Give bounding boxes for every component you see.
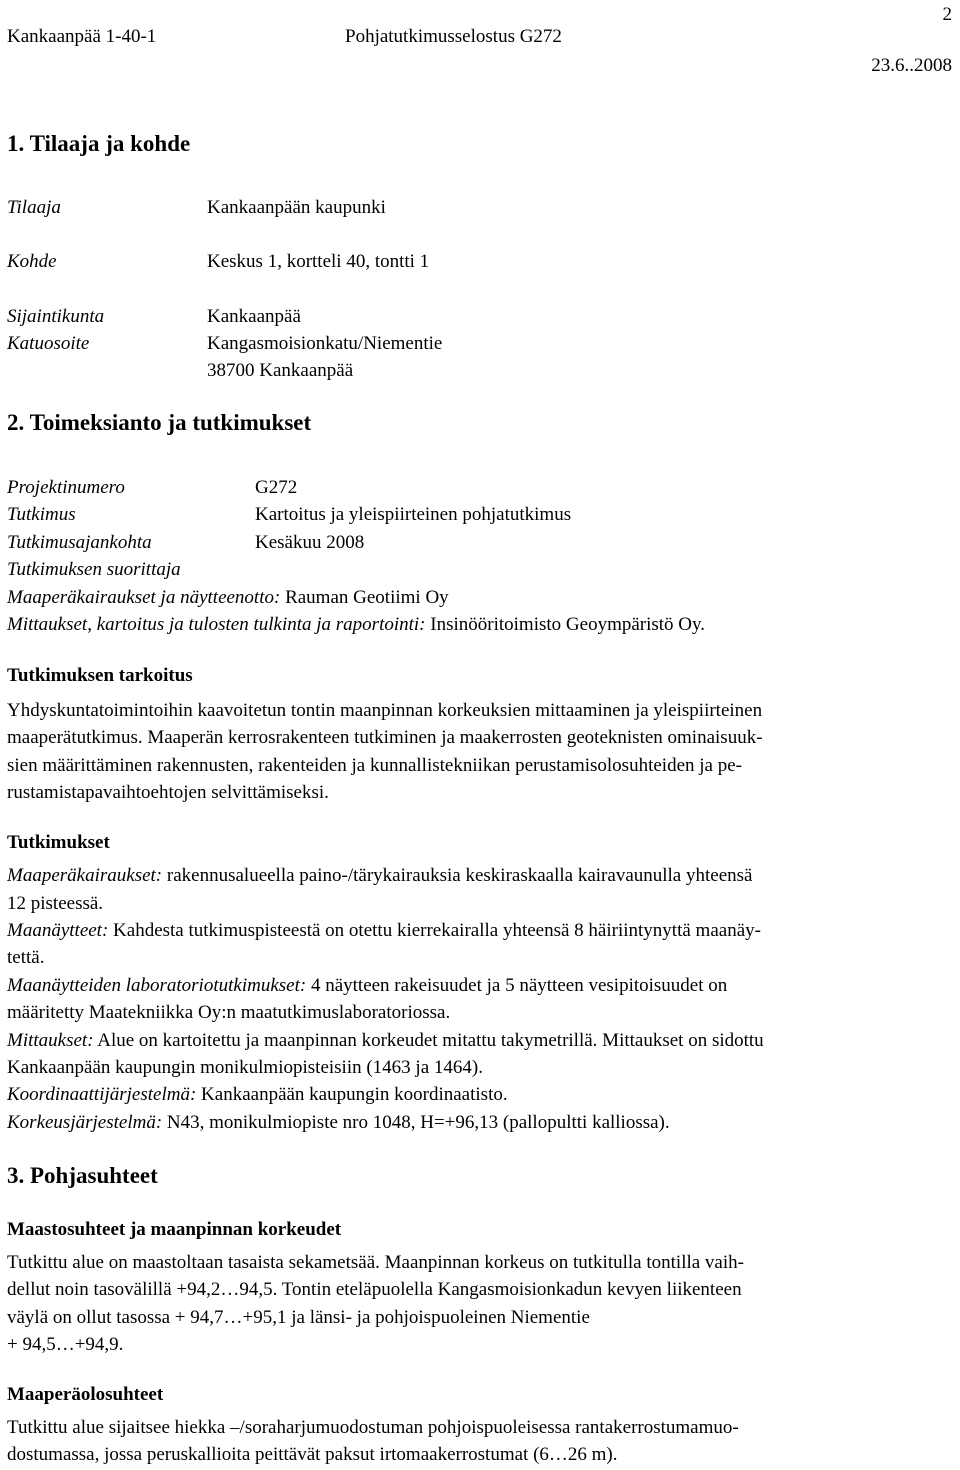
sijaintikunta-label: Sijaintikunta [7, 306, 105, 327]
naytteet-text: Kahdesta tutkimuspisteestä on otettu kierrekairalla yhteensä 8 häiriintynyttä maanäy- [108, 920, 761, 941]
mittaukset-detail-label: Mittaukset: [7, 1030, 94, 1051]
document-id: Kankaanpää 1-40-1 [7, 26, 157, 47]
tilaaja-value: Kankaanpään kaupunki [207, 197, 386, 218]
naytteet-label: Maanäytteet: [7, 920, 109, 941]
katuosoite-label: Katuosoite [7, 333, 90, 354]
section-2-heading: 2. Toimeksianto ja tutkimukset [7, 410, 312, 435]
sijaintikunta-value: Kankaanpää [207, 306, 301, 327]
koordinaatti-value: Kankaanpään kaupungin koordinaatisto. [196, 1084, 508, 1105]
tutkimus-label: Tutkimus [7, 504, 76, 525]
lab-text-cont: määritetty Maatekniikka Oy:n maatutkimuslaboratoriossa. [7, 1002, 451, 1023]
kairaukset-label: Maaperäkairaukset ja näytteenotto: [7, 587, 281, 608]
maasto-text-line: + 94,5…+94,9. [7, 1334, 124, 1355]
lab-line [7, 972, 727, 999]
koordinaatti-label: Koordinaattijärjestelmä: [7, 1084, 197, 1105]
tilaaja-label: Tilaaja [7, 197, 61, 218]
tutkimusajankohta-label: Tutkimusajankohta [7, 532, 152, 553]
tarkoitus-text-line: maaperätutkimus. Maaperän kerrosrakenteen tutkiminen ja maakerrosten geoteknisten ominaisuuk- [7, 727, 763, 748]
projektinumero-value: G272 [255, 477, 298, 498]
katuosoite-value-postal: 38700 Kankaanpää [207, 360, 354, 381]
maapera-text-line: dostumassa, jossa peruskallioita peittävät paksut irtomaakerrostumat (6…26 m). [7, 1444, 618, 1465]
kairaukset-detail-text: rakennusalueella paino-/tärykairauksia keskiraskaalla kairavaunulla yhteensä [162, 865, 753, 886]
korkeus-label: Korkeusjärjestelmä: [7, 1112, 163, 1133]
maasto-heading: Maastosuhteet ja maanpinnan korkeudet [7, 1219, 342, 1240]
kairaukset-detail-label: Maaperäkairaukset: [7, 865, 163, 886]
suorittaja-label: Tutkimuksen suorittaja [7, 559, 181, 580]
mittaukset-detail-text-cont: Kankaanpään kaupungin monikulmiopisteisiin (1463 ja 1464). [7, 1057, 483, 1078]
mittaukset-detail-text: Alue on kartoitettu ja maanpinnan korkeudet mitattu takymetrillä. Mittaukset on sidottu [93, 1030, 764, 1051]
projektinumero-label: Projektinumero [7, 477, 125, 498]
mittaukset-detail-line [7, 1027, 764, 1054]
kairaukset-detail-line [7, 862, 752, 889]
kairaukset-line [7, 584, 449, 611]
document-date: 23.6..2008 [871, 55, 952, 76]
kairaukset-detail-text-cont: 12 pisteessä. [7, 893, 104, 914]
tutkimukset-heading: Tutkimukset [7, 832, 110, 853]
korkeus-line [7, 1109, 670, 1136]
document-title: Pohjatutkimusselostus G272 [345, 26, 562, 47]
lab-label: Maanäytteiden laboratoriotutkimukset: [7, 975, 307, 996]
section-3-heading: 3. Pohjasuhteet [7, 1163, 158, 1188]
maasto-text-line: väylä on ollut tasossa + 94,7…+95,1 ja länsi- ja pohjoispuoleinen Niementie [7, 1307, 590, 1328]
mittaukset-value: Insinööritoimisto Geoympäristö Oy. [425, 614, 706, 635]
maapera-heading: Maaperäolosuhteet [7, 1384, 164, 1405]
katuosoite-value-street: Kangasmoisionkatu/Niementie [207, 333, 443, 354]
tutkimus-value: Kartoitus ja yleispiirteinen pohjatutkimus [255, 504, 572, 525]
mittaukset-line [7, 611, 705, 638]
kohde-value: Keskus 1, kortteli 40, tontti 1 [207, 251, 430, 272]
maasto-text-line: dellut noin tasovälillä +94,2…94,5. Tontin eteläpuolella Kangasmoisionkadun kevyen liikenteen [7, 1279, 742, 1300]
tarkoitus-text-line: Yhdyskuntatoimintoihin kaavoitetun tontin maanpinnan korkeuksien mittaaminen ja yleispiirteinen [7, 700, 763, 721]
maapera-text-line: Tutkittu alue sijaitsee hiekka –/soraharjumuodostuman pohjoispuoleisessa rantakerrostumamuo- [7, 1417, 739, 1438]
tarkoitus-heading: Tutkimuksen tarkoitus [7, 665, 193, 686]
maasto-text-line: Tutkittu alue on maastoltaan tasaista sekametsää. Maanpinnan korkeus on tutkitulla tontilla vaih- [7, 1252, 744, 1273]
tutkimusajankohta-value: Kesäkuu 2008 [255, 532, 365, 553]
page-number: 2 [942, 4, 952, 25]
korkeus-value: N43, monikulmiopiste nro 1048, H=+96,13 (pallopultti kalliossa). [162, 1112, 670, 1133]
kairaukset-value: Rauman Geotiimi Oy [280, 587, 449, 608]
section-1-heading: 1. Tilaaja ja kohde [7, 131, 191, 156]
tarkoitus-text-line: sien määrittäminen rakennusten, rakenteiden ja kunnallistekniikan perustamisolosuhteiden ja pe- [7, 755, 742, 776]
mittaukset-label: Mittaukset, kartoitus ja tulosten tulkinta ja raportointi: [7, 614, 426, 635]
naytteet-line [7, 917, 761, 944]
lab-text: 4 näytteen rakeisuudet ja 5 näytteen vesipitoisuudet on [306, 975, 728, 996]
tarkoitus-text-line: rustamistapavaihtoehtojen selvittämiseksi. [7, 782, 329, 803]
kohde-label: Kohde [7, 251, 57, 272]
koordinaatti-line [7, 1081, 508, 1108]
naytteet-text-cont: tettä. [7, 947, 45, 968]
